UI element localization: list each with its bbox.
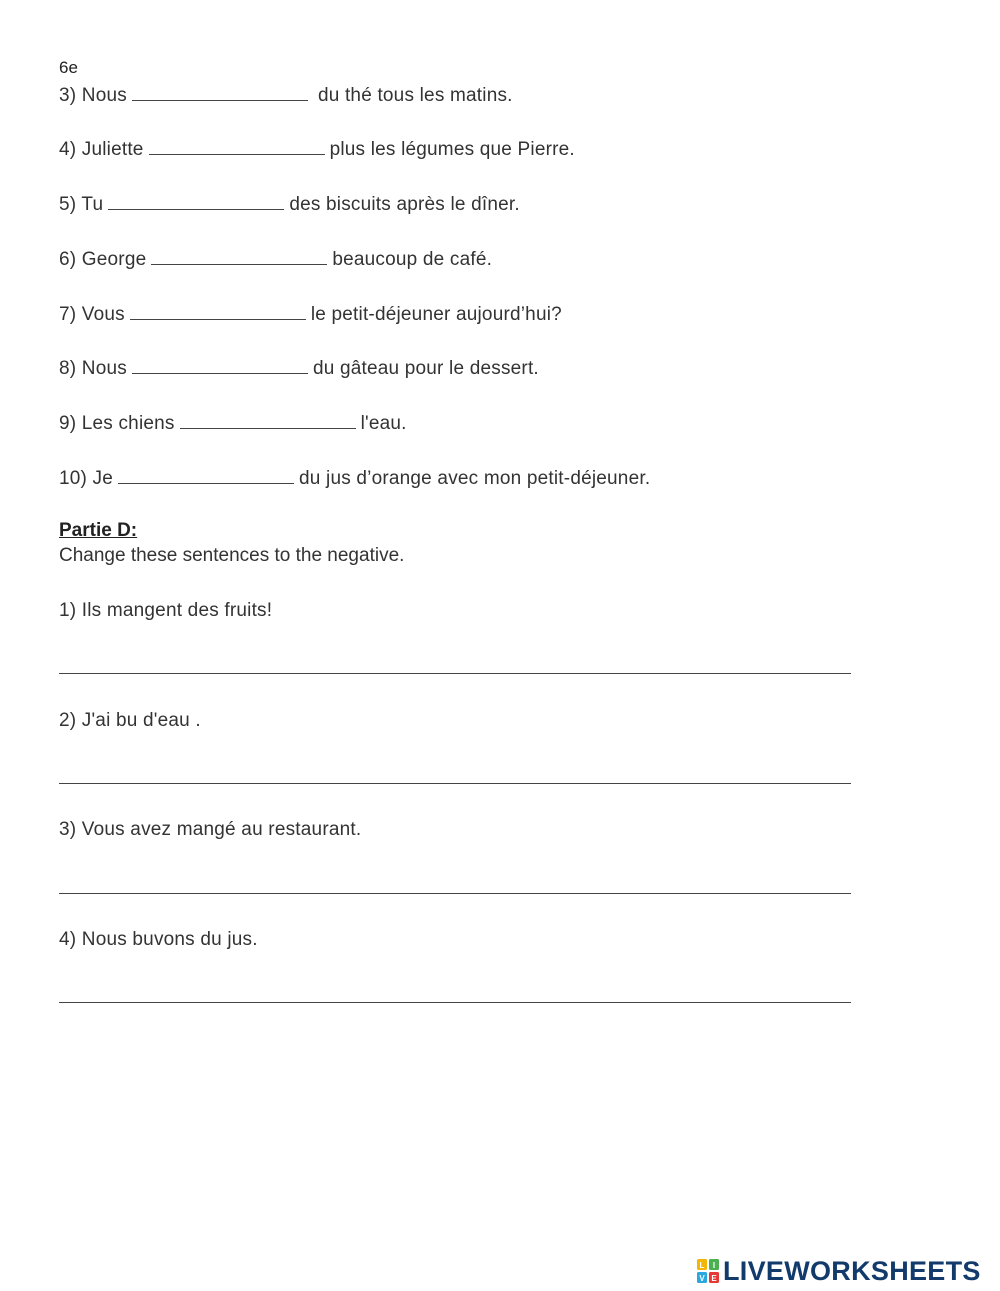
exercise-suffix: plus les légumes que Pierre. [329, 139, 575, 160]
exercise-prefix: 8) Nous [59, 358, 127, 379]
negative-exercise-prompt: 3) Vous avez mangé au restaurant. [59, 819, 362, 840]
exercise-line [59, 247, 492, 271]
section-title: Partie D: [59, 520, 138, 541]
answer-blank[interactable] [130, 302, 306, 320]
exercise-prefix: 10) Je [59, 468, 114, 489]
answer-line[interactable] [59, 893, 851, 894]
exercise-line [59, 356, 539, 380]
exercise-prefix: 4) Juliette [59, 139, 144, 160]
page-tag: 6e [59, 58, 78, 77]
exercise-suffix: le petit-déjeuner aujourd’hui? [310, 304, 562, 325]
liveworksheets-logo [697, 1256, 981, 1286]
negative-exercise-prompt: 1) Ils mangent des fruits! [59, 600, 273, 621]
negative-exercise-prompt: 4) Nous buvons du jus. [59, 929, 258, 950]
exercise-suffix: des biscuits après le dîner. [289, 194, 520, 215]
exercise-prefix: 5) Tu [59, 194, 104, 215]
svg-text:E: E [711, 1274, 717, 1283]
exercise-suffix: l'eau. [360, 413, 407, 434]
answer-blank[interactable] [180, 411, 356, 429]
answer-blank[interactable] [149, 137, 325, 155]
answer-line[interactable] [59, 673, 851, 674]
answer-blank[interactable] [132, 356, 308, 374]
exercise-prefix: 9) Les chiens [59, 413, 175, 434]
exercise-line [59, 83, 513, 107]
svg-text:I: I [712, 1261, 716, 1270]
exercise-line [59, 302, 562, 326]
exercise-line [59, 466, 650, 490]
exercise-line [59, 137, 575, 161]
exercise-prefix: 3) Nous [59, 85, 127, 106]
answer-line[interactable] [59, 783, 851, 784]
exercise-line [59, 411, 407, 435]
liveworksheets-logo-icon [697, 1259, 719, 1283]
logo-text: LIVEWORKSHEETS [723, 1255, 981, 1286]
answer-blank[interactable] [108, 192, 284, 210]
answer-line[interactable] [59, 1002, 851, 1003]
svg-text:V: V [699, 1274, 705, 1283]
exercise-line [59, 192, 520, 216]
exercise-suffix: du gâteau pour le dessert. [312, 358, 539, 379]
exercise-prefix: 7) Vous [59, 304, 125, 325]
exercise-suffix: du thé tous les matins. [317, 85, 513, 106]
exercise-suffix: du jus d’orange avec mon petit-déjeuner. [299, 468, 651, 489]
answer-blank[interactable] [151, 247, 327, 265]
answer-blank[interactable] [118, 466, 294, 484]
negative-exercise-prompt: 2) J'ai bu d'eau . [59, 710, 201, 731]
answer-blank[interactable] [132, 83, 308, 101]
section-instruction: Change these sentences to the negative. [59, 545, 405, 566]
exercise-suffix: beaucoup de café. [332, 249, 493, 270]
svg-text:L: L [699, 1261, 705, 1270]
exercise-prefix: 6) George [59, 249, 147, 270]
